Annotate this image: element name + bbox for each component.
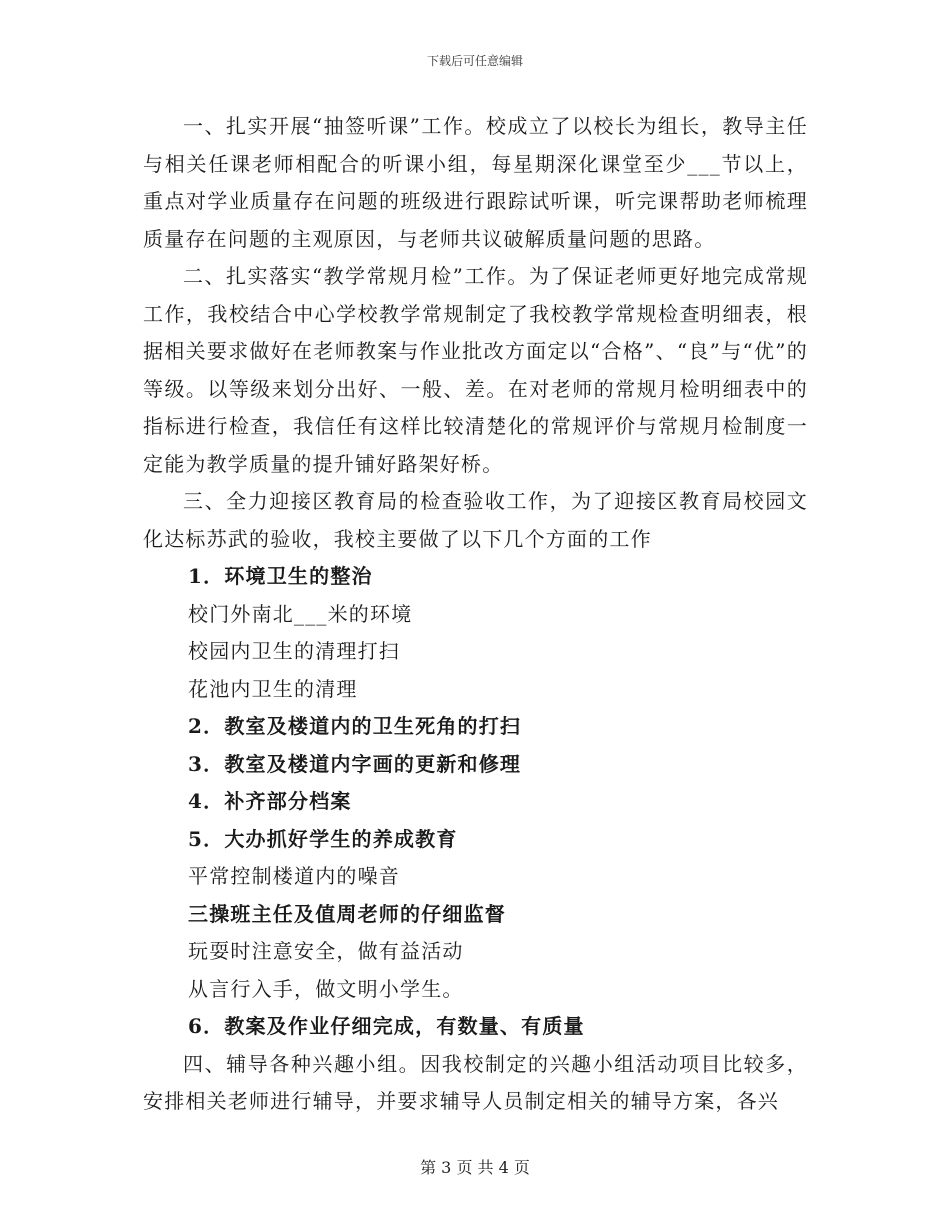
list-item-1: 1．环境卫生的整治 — [188, 564, 373, 588]
sub-item-5b: 三操班主任及值周老师的仔细监督 — [188, 901, 506, 926]
paragraph-3: 三、全力迎接区教育局的检查验收工作，为了迎接区教育局校园文化达标苏武的验收，我校主要做了以下几个方面的工作 — [143, 489, 808, 551]
list-item-2: 2．教室及楼道内的卫生死角的打扫 — [188, 714, 522, 738]
list-item-5: 5．大办抓好学生的养成教育 — [188, 826, 458, 851]
sub-item-5a: 平常控制楼道内的噪音 — [188, 864, 400, 888]
page-number: 第 3 页 共 4 页 — [420, 1158, 530, 1177]
list-item-3: 3．教室及楼道内字画的更新和修理 — [188, 751, 522, 776]
document-body — [143, 108, 808, 1121]
sub-item-5c: 玩耍时注意安全，做有益活动 — [188, 939, 464, 963]
paragraph-1: 一、扎实开展“抽签听课”工作。校成立了以校长为组长，教导主任与相关任课老师相配合的听课小组，每星期深化课堂至少___节以上，重点对学业质量存在问题的班级进行跟踪试听课，听完课帮助老师梳理质量存在问题的主观原因，与老师共议破解质量问题的思路。 — [143, 114, 808, 251]
sub-item-5d: 从言行入手，做文明小学生。 — [188, 976, 464, 1001]
header-note: 下载后可任意编辑 — [426, 54, 523, 68]
list-item-4: 4．补齐部分档案 — [188, 789, 352, 813]
sub-item-1a: 校门外南北___米的环境 — [188, 601, 413, 626]
paragraph-2: 二、扎实落实“教学常规月检”工作。为了保证老师更好地完成常规工作，我校结合中心学校教学常规制定了我校教学常规检查明细表，根据相关要求做好在老师教案与作业批改方面定以“合格”、“良”与“优”的等级。以等级来划分出好、一般、差。在对老师的常规月检明细表中的指标进行检查，我信任有这样比较清楚化的常规评价与常规月检制度一定能为教学质量的提升铺好路架好桥。 — [143, 264, 808, 476]
sub-item-1b: 校园内卫生的清理打扫 — [188, 639, 400, 663]
sub-item-1c: 花池内卫生的清理 — [188, 676, 358, 701]
list-item-6: 6．教案及作业仔细完成，有数量、有质量 — [188, 1014, 585, 1038]
paragraph-4: 四、辅导各种兴趣小组。因我校制定的兴趣小组活动项目比较多，安排相关老师进行辅导，并要求辅导人员制定相关的辅导方案，各兴 — [143, 1051, 808, 1113]
